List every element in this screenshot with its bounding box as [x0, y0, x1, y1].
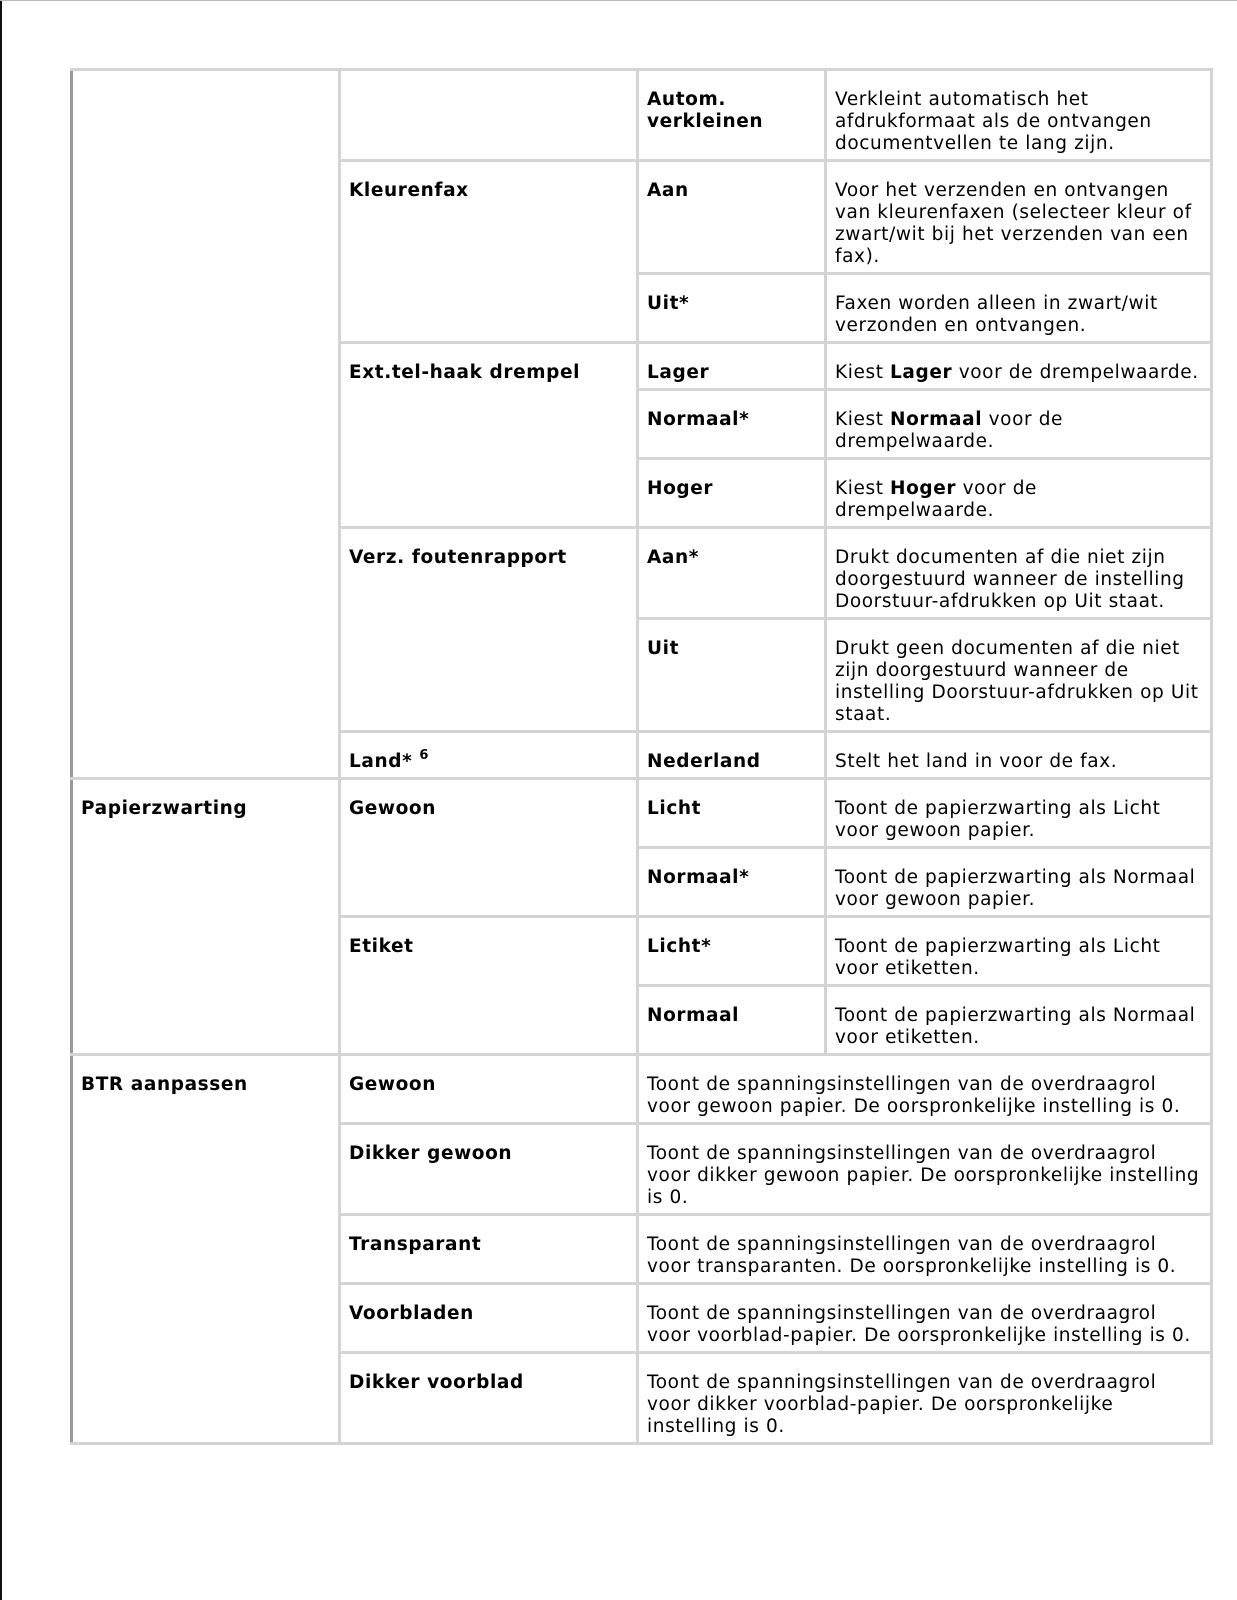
- value-cell: Lager: [638, 343, 826, 390]
- submenu-cell: Gewoon: [340, 779, 638, 917]
- value-cell: Normaal*: [638, 848, 826, 917]
- description-bold: Lager: [890, 362, 953, 383]
- description-text: voor de drempelwaarde.: [835, 409, 1064, 452]
- value-cell: Normaal*: [638, 390, 826, 459]
- submenu-cell: [340, 732, 638, 779]
- value-cell: Aan: [638, 161, 826, 274]
- submenu-cell: Dikker voorblad: [340, 1353, 638, 1444]
- table-row: [72, 779, 1212, 848]
- page-top-edge: [0, 0, 1237, 1]
- description-cell: Toont de spanningsinstellingen van de overdraagrol voor voorblad-papier. De oorspronkelijke instelling is 0.: [638, 1284, 1212, 1353]
- submenu-cell: Kleurenfax: [340, 161, 638, 343]
- submenu-cell: Etiket: [340, 917, 638, 1055]
- value-cell: Licht*: [638, 917, 826, 986]
- description-text: Kiest: [835, 409, 891, 430]
- table-row: [72, 1055, 1212, 1124]
- footnote-marker: 6: [419, 747, 430, 763]
- description-cell: Toont de papierzwarting als Normaal voor etiketten.: [826, 986, 1212, 1055]
- submenu-cell: Ext.tel-haak drempel: [340, 343, 638, 528]
- submenu-cell: Verz. foutenrapport: [340, 528, 638, 732]
- menu-cell: BTR aanpassen: [72, 1055, 340, 1444]
- value-cell: Uit: [638, 619, 826, 732]
- description-cell: [826, 343, 1212, 390]
- submenu-label: Land*: [349, 751, 413, 772]
- menu-settings-table: [70, 68, 1213, 1445]
- value-cell: Hoger: [638, 459, 826, 528]
- submenu-cell-empty: [340, 70, 638, 161]
- submenu-cell: Dikker gewoon: [340, 1124, 638, 1215]
- description-cell: [826, 459, 1212, 528]
- page-left-edge: [0, 0, 2, 1600]
- description-bold: Hoger: [890, 478, 957, 499]
- description-cell: Drukt documenten af die niet zijn doorgestuurd wanneer de instelling Doorstuur-afdrukken op Uit staat.: [826, 528, 1212, 619]
- submenu-cell: Voorbladen: [340, 1284, 638, 1353]
- description-bold: Normaal: [890, 409, 983, 430]
- value-cell: Aan*: [638, 528, 826, 619]
- description-text: Kiest: [835, 478, 891, 499]
- value-cell: Normaal: [638, 986, 826, 1055]
- value-cell: Uit*: [638, 274, 826, 343]
- description-cell: [826, 390, 1212, 459]
- menu-cell-empty: [72, 70, 340, 779]
- menu-table-viewport: [70, 68, 1200, 1437]
- submenu-cell: Gewoon: [340, 1055, 638, 1124]
- description-cell: Voor het verzenden en ontvangen van kleurenfaxen (selecteer kleur of zwart/wit bij het verzenden van een fax).: [826, 161, 1212, 274]
- description-cell: Stelt het land in voor de fax.: [826, 732, 1212, 779]
- value-cell: Autom. verkleinen: [638, 70, 826, 161]
- menu-cell: Papierzwarting: [72, 779, 340, 1055]
- description-cell: Verkleint automatisch het afdrukformaat als de ontvangen documentvellen te lang zijn.: [826, 70, 1212, 161]
- description-text: voor de drempelwaarde.: [952, 362, 1199, 383]
- table-row: [72, 70, 1212, 161]
- description-cell: Toont de papierzwarting als Licht voor etiketten.: [826, 917, 1212, 986]
- description-text: voor de drempelwaarde.: [835, 478, 1038, 521]
- description-cell: Toont de papierzwarting als Normaal voor gewoon papier.: [826, 848, 1212, 917]
- description-cell: Toont de spanningsinstellingen van de overdraagrol voor gewoon papier. De oorspronkelijke instelling is 0.: [638, 1055, 1212, 1124]
- value-cell: Licht: [638, 779, 826, 848]
- description-cell: Faxen worden alleen in zwart/wit verzonden en ontvangen.: [826, 274, 1212, 343]
- description-cell: Toont de spanningsinstellingen van de overdraagrol voor dikker gewoon papier. De oorspronkelijke instelling is 0.: [638, 1124, 1212, 1215]
- description-cell: Drukt geen documenten af die niet zijn doorgestuurd wanneer de instelling Doorstuur-afdrukken op Uit staat.: [826, 619, 1212, 732]
- description-cell: Toont de papierzwarting als Licht voor gewoon papier.: [826, 779, 1212, 848]
- description-cell: Toont de spanningsinstellingen van de overdraagrol voor dikker voorblad-papier. De oorspronkelijke instelling is 0.: [638, 1353, 1212, 1444]
- submenu-cell: Transparant: [340, 1215, 638, 1284]
- description-text: Kiest: [835, 362, 891, 383]
- description-cell: Toont de spanningsinstellingen van de overdraagrol voor transparanten. De oorspronkelijke instelling is 0.: [638, 1215, 1212, 1284]
- value-cell: Nederland: [638, 732, 826, 779]
